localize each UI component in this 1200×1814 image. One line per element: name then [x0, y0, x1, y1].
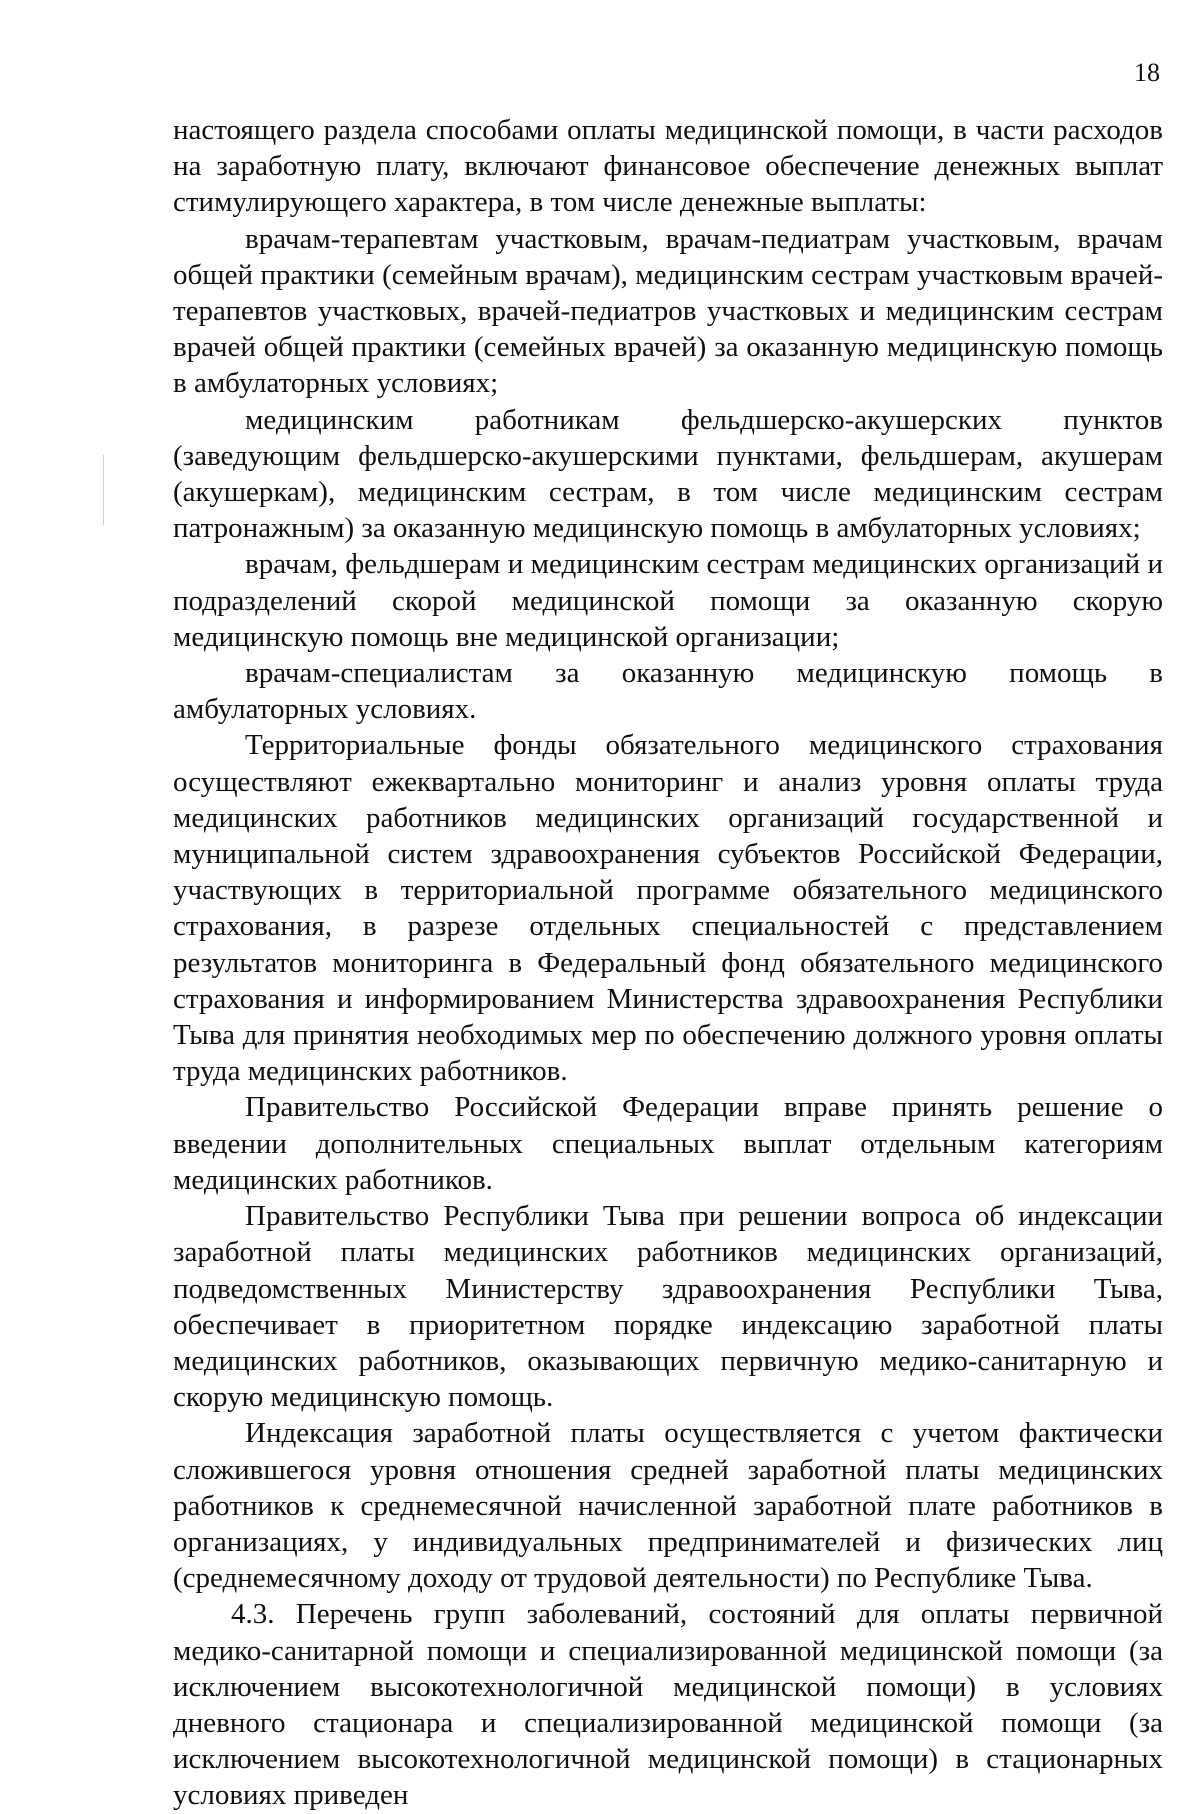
- paragraph-indexation: Индексация заработной платы осуществляется с учетом фактически сложившегося уровня отношения средней заработной платы медицинских работников к среднемесячной начисленной заработной плате работников в организациях, у индивидуальных предпринимателей и физических лиц (среднемесячному доходу от трудовой деятельности) по Республике Тыва.: [173, 1417, 1163, 1595]
- scan-artifact-line: [103, 455, 104, 525]
- paragraph-federal-government: Правительство Российской Федерации вправе принять решение о введении дополнительных специальных выплат отдельным категориям медицинских работников.: [173, 1091, 1163, 1196]
- paragraph-intro: настоящего раздела способами оплаты медицинской помощи, в части расходов на заработную плату, включают финансовое обеспечение денежных выплат стимулирующего характера, в том числе денежные выплаты:: [173, 114, 1163, 219]
- paragraph-section-4-3: 4.3. Перечень групп заболеваний, состояний для оплаты первичной медико-санитарной помощи и специализированной медицинской помощи (за исключением высокотехнологичной медицинской помощи) в условиях дневного стационара и специализированной медицинской помощи (за исключением высокотехнологичной медицинской помощи) в стационарных условиях приведен: [173, 1598, 1163, 1812]
- paragraph-fap-workers: медицинским работникам фельдшерско-акушерских пунктов (заведующим фельдшерско-акушерскими пунктами, фельдшерам, акушерам (акушеркам), медицинским сестрам, в том числе медицинским сестрам патронажным) за оказанную медицинскую помощь в амбулаторных условиях;: [173, 403, 1163, 545]
- document-body: [173, 112, 1163, 1814]
- page-number: 18: [1134, 58, 1160, 87]
- paragraph-monitoring: Территориальные фонды обязательного медицинского страхования осуществляют ежеквартально мониторинг и анализ уровня оплаты труда медицинских работников медицинских организаций государственной и муниципальной систем здравоохранения субъектов Российской Федерации, участвующих в территориальной программе обязательного медицинского страхования, в разрезе отдельных специальностей с представлением результатов мониторинга в Федеральный фонд обязательного медицинского страхования и информированием Министерства здравоохранения Республики Тыва для принятия необходимых мер по обеспечению должного уровня оплаты труда медицинских работников.: [173, 729, 1163, 1088]
- paragraph-tyva-government: Правительство Республики Тыва при решении вопроса об индексации заработной платы медицинских работников медицинских организаций, подведомственных Министерству здравоохранения Республики Тыва, обеспечивает в приоритетном порядке индексацию заработной платы медицинских работников, оказывающих первичную медико-санитарную и скорую медицинскую помощь.: [173, 1200, 1163, 1414]
- paragraph-specialists: врачам-специалистам за оказанную медицинскую помощь в амбулаторных условиях.: [173, 657, 1163, 726]
- paragraph-emergency-staff: врачам, фельдшерам и медицинским сестрам медицинских организаций и подразделений скорой медицинской помощи за оказанную скорую медицинскую помощь вне медицинской организации;: [173, 548, 1163, 653]
- paragraph-therapists: врачам-терапевтам участковым, врачам-педиатрам участковым, врачам общей практики (семейным врачам), медицинским сестрам участковым врачей-терапевтов участковых, врачей-педиатров участковых и медицинским сестрам врачей общей практики (семейных врачей) за оказанную медицинскую помощь в амбулаторных условиях;: [173, 222, 1163, 400]
